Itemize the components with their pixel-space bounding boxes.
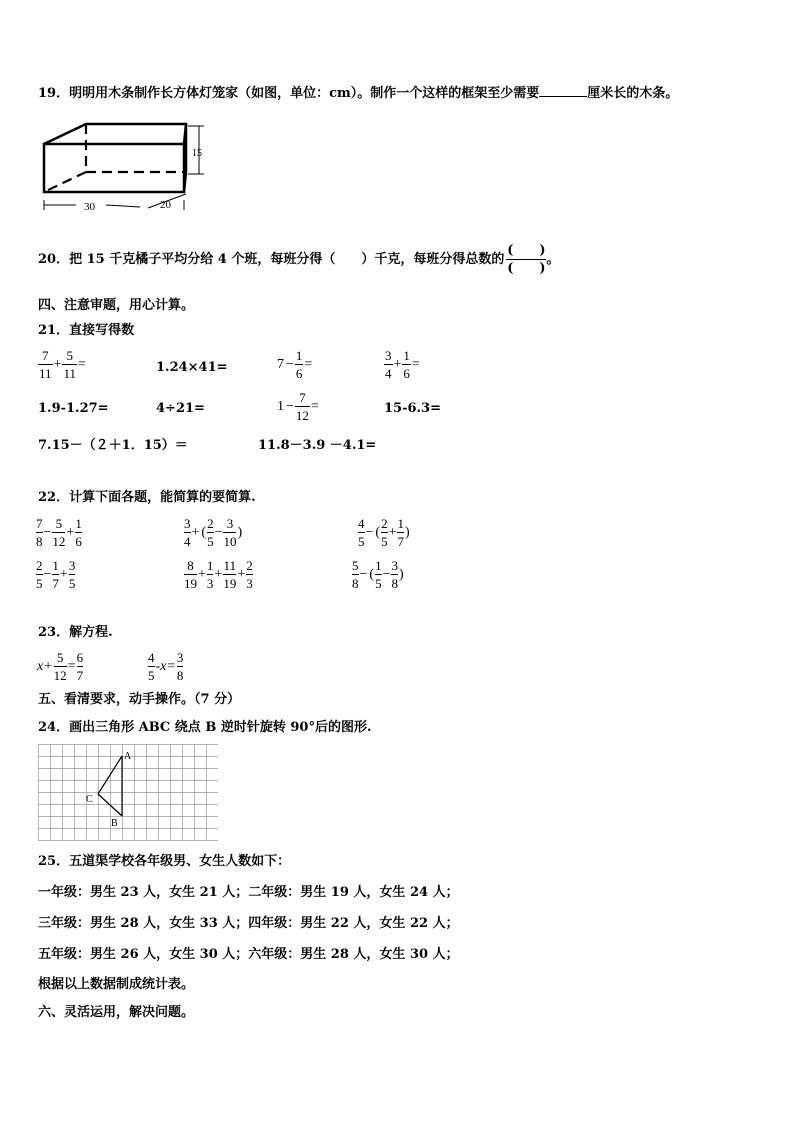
question-20-end: 。 xyxy=(546,251,560,267)
q25-line-4: 根据以上数据制成统计表。 xyxy=(38,977,195,992)
width-label: 20 xyxy=(160,199,171,211)
section-4-heading: 四、注意审题，用心计算。 xyxy=(38,298,195,313)
cuboid-front-face xyxy=(44,144,184,192)
q25-line-2: 三年级：男生 28 人，女生 33 人；四年级：男生 22 人，女生 22 人； xyxy=(38,916,459,931)
q22-expr-1: $\frac{7}{8}$ − $\frac{5}{12}$ + $\frac{1}{6}$ xyxy=(36,516,82,549)
q22-expr-2: $\frac{3}{4}$ + ( $\frac{2}{5}$ − $\frac{3}{10}$ ) xyxy=(184,516,243,549)
q21-expr-7: 1 − $\frac{7}{12}$ = xyxy=(277,390,319,423)
question-19-text: 19．明明用木条制作长方体灯笼家（如图，单位：cm）。制作一个这样的框架至少需要 xyxy=(38,86,540,101)
cuboid-figure xyxy=(36,118,216,218)
q21-expr-10: 11.8－3.9 －4.1= xyxy=(258,438,377,453)
fraction-answer-box[interactable] xyxy=(506,242,546,277)
q21-expr-4: $\frac{3}{4}$ + $\frac{1}{6}$ = xyxy=(385,348,420,381)
q22-expr-4: $\frac{2}{5}$ − $\frac{1}{7}$ + $\frac{3}{5}$ xyxy=(36,558,76,591)
height-label: 15 xyxy=(192,148,202,159)
q25-line-3: 五年级：男生 26 人，女生 30 人；六年级：男生 28 人，女生 30 人； xyxy=(38,947,459,962)
question-19-text-end: 厘米长的木条。 xyxy=(587,86,679,101)
q21-expr-1: $\frac{7}{11}$ + $\frac{5}{11}$ = xyxy=(39,348,86,381)
q21-expr-3: 7 − $\frac{1}{6}$ = xyxy=(277,348,313,381)
answer-blank[interactable] xyxy=(539,84,587,97)
q23-equation-1: x+ $\frac{5}{12}$ = $\frac{6}{7}$ xyxy=(37,650,84,683)
section-6-heading: 六、灵活运用，解决问题。 xyxy=(38,1005,195,1020)
point-c-label: C xyxy=(86,794,93,805)
q21-expr-2: 1.24×41= xyxy=(156,360,228,375)
fraction-numerator-blank[interactable]: ( ) xyxy=(507,243,546,258)
point-b-label: B xyxy=(111,818,118,829)
question-25-title: 25．五道渠学校各年级男、女生人数如下： xyxy=(38,854,291,869)
question-20-text: 20．把 15 千克橘子平均分给 4 个班，每班分得（ ）千克，每班分得总数的 xyxy=(38,251,505,267)
question-22-title: 22．计算下面各题，能简算的要简算. xyxy=(38,490,256,505)
question-24-title: 24．画出三角形 ABC 绕点 B 逆时针旋转 90°后的图形. xyxy=(38,720,372,735)
fraction-denominator-blank[interactable]: ( ) xyxy=(507,261,546,276)
question-20 xyxy=(38,242,559,277)
q21-expr-6: 4÷21= xyxy=(156,401,205,416)
q21-expr-8: 15-6.3= xyxy=(384,401,441,416)
question-21-title: 21．直接写得数 xyxy=(38,323,135,338)
point-a-label: A xyxy=(124,751,132,762)
q22-expr-5: $\frac{8}{19}$ + $\frac{1}{3}$ + $\frac{11}{19}$ + $\frac{2}{3}$ xyxy=(184,558,253,591)
q23-equation-2: $\frac{4}{5}$ -x= $\frac{3}{8}$ xyxy=(148,650,184,683)
grid-with-triangle xyxy=(38,744,218,842)
q22-expr-3: $\frac{4}{5}$ − ( $\frac{2}{5}$ + $\frac{1}{7}$ ) xyxy=(358,516,410,549)
q25-line-1: 一年级：男生 23 人，女生 21 人；二年级：男生 19 人，女生 24 人； xyxy=(38,885,459,900)
triangle-abc xyxy=(98,756,122,816)
q21-expr-5: 1.9-1.27= xyxy=(38,401,109,416)
section-5-heading: 五、看清要求，动手操作。（7 分） xyxy=(38,692,241,707)
question-23-title: 23．解方程. xyxy=(38,625,113,640)
q22-expr-6: $\frac{5}{8}$ − ( $\frac{1}{5}$ − $\frac{3}{8}$ ) xyxy=(352,558,404,591)
q21-expr-9: 7.15－（２＋1．15）＝ xyxy=(38,438,188,453)
question-19 xyxy=(38,84,678,102)
length-label: 30 xyxy=(84,201,95,213)
